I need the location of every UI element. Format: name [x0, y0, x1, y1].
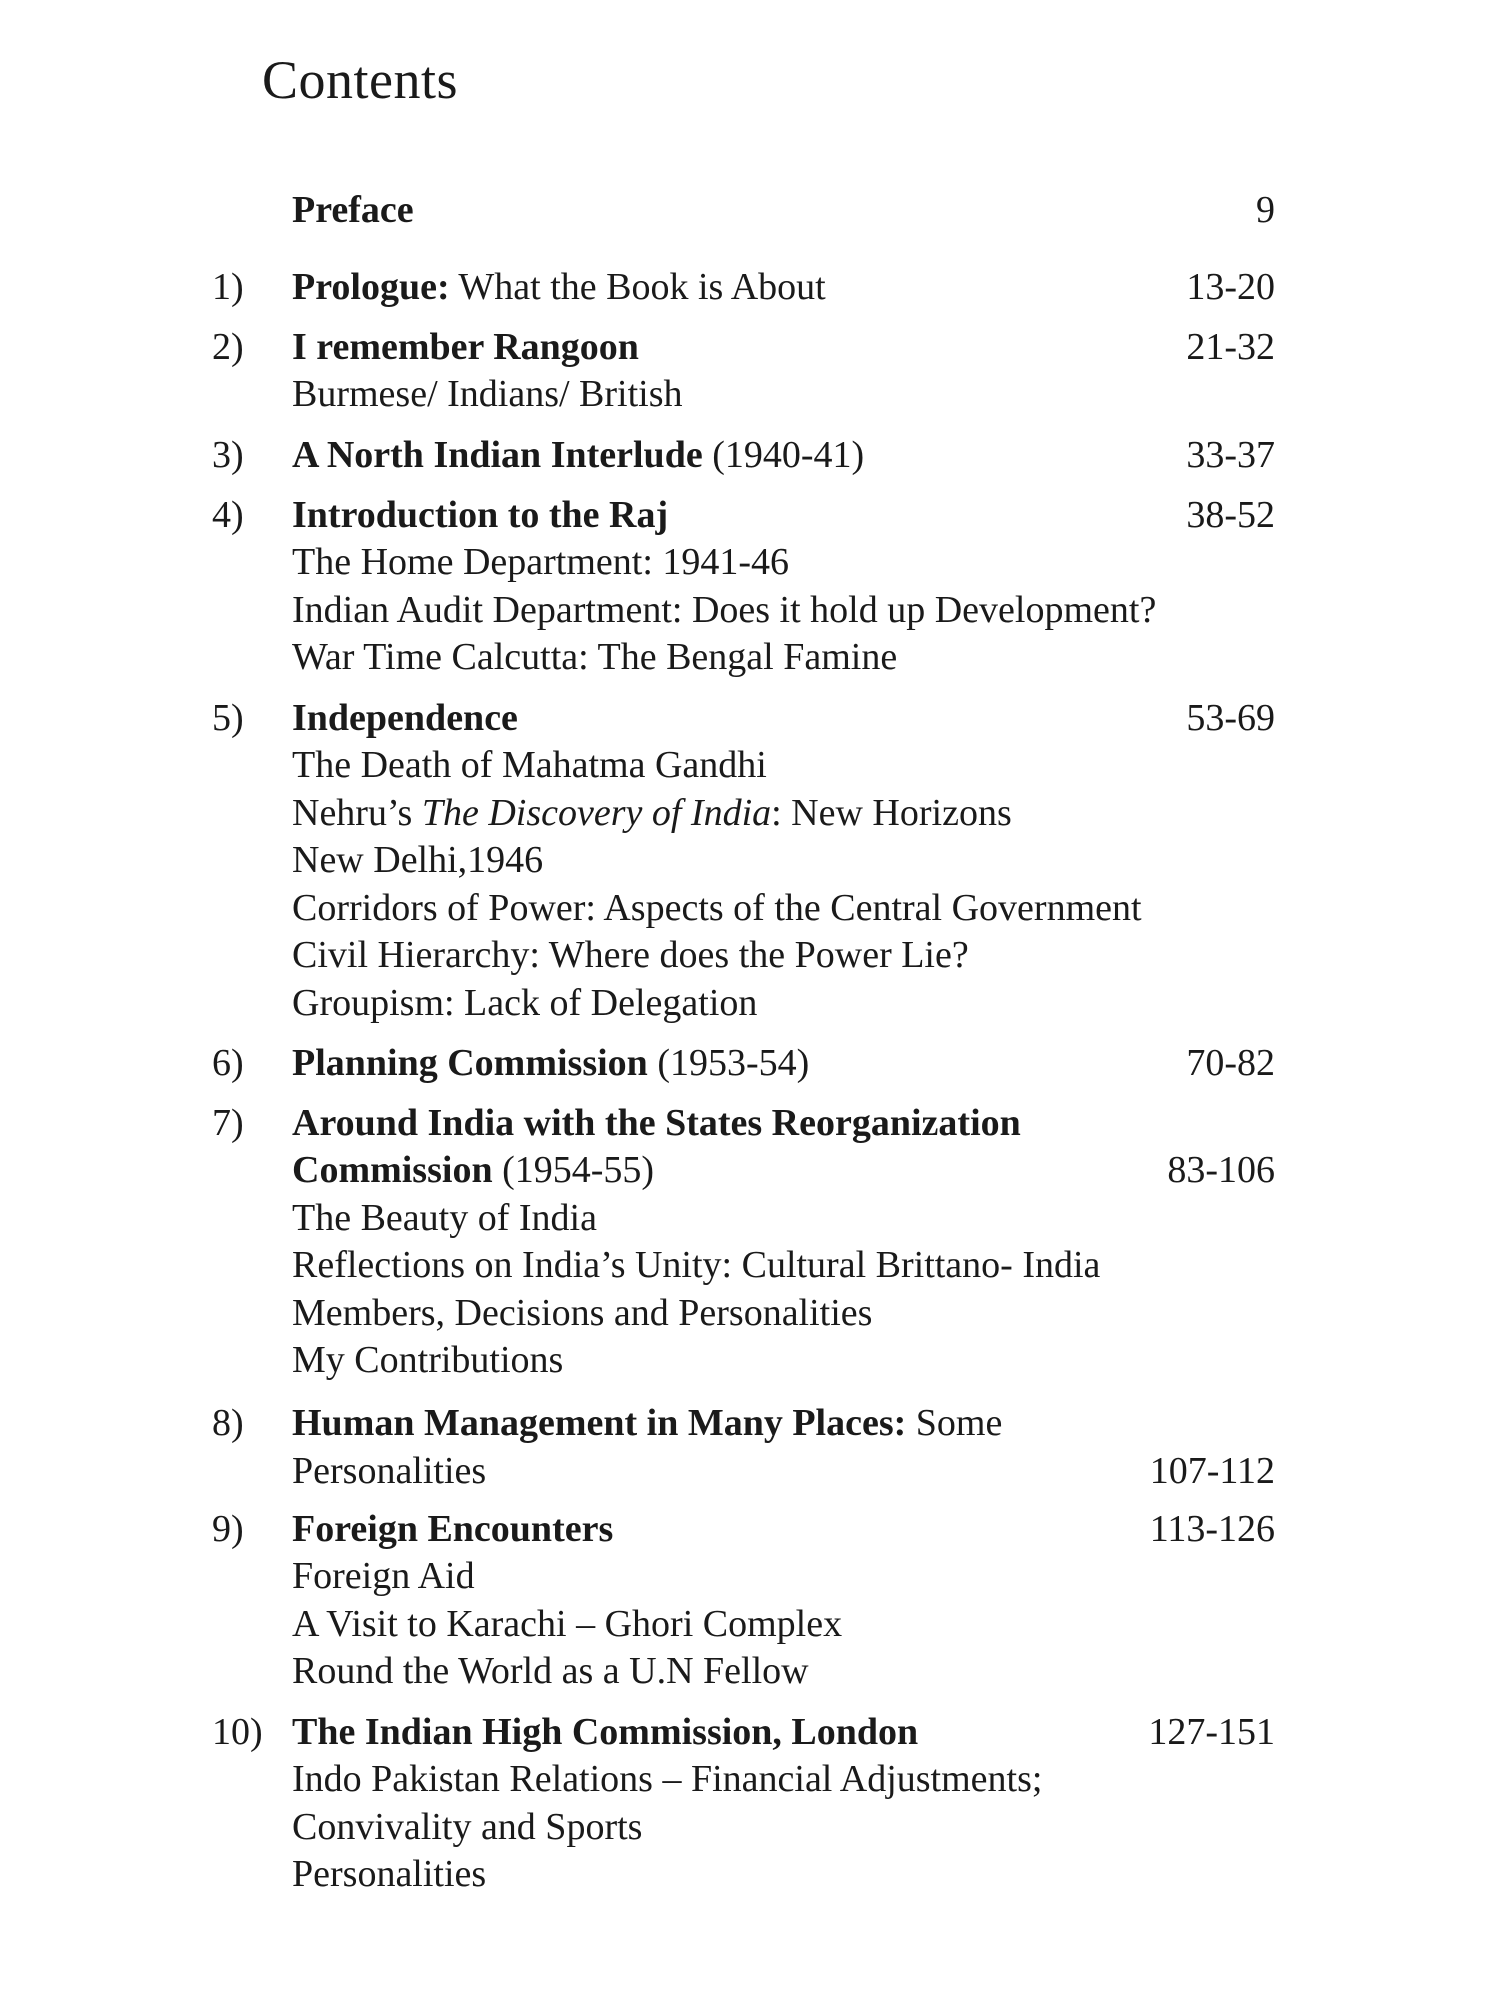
subentry-text: A Visit to Karachi – Ghori Complex	[292, 1603, 843, 1645]
toc-subentry	[0, 1601, 1500, 1647]
toc-entry-7	[0, 1100, 1500, 1146]
toc-subentry	[0, 885, 1500, 931]
toc-subentry	[0, 837, 1500, 883]
toc-entry-1	[0, 264, 1500, 310]
entry-number: 10)	[212, 1711, 263, 1753]
subentry-text: The Beauty of India	[292, 1197, 597, 1239]
toc-subentry	[0, 1804, 1500, 1850]
toc-subentry	[0, 1290, 1500, 1336]
entry-subtitle: (1940-41)	[702, 434, 865, 476]
subentry-text: My Contributions	[292, 1339, 564, 1381]
entry-pages: 107-112	[1149, 1450, 1275, 1492]
subentry-text: Round the World as a U.N Fellow	[292, 1650, 809, 1692]
subentry-text	[292, 790, 1012, 836]
entry-pages: 127-151	[1148, 1711, 1275, 1753]
subentry-text: Convivality and Sports	[292, 1806, 643, 1848]
entry-text	[292, 264, 826, 310]
toc-subentry	[0, 1195, 1500, 1241]
subentry-text: The Death of Mahatma Gandhi	[292, 744, 767, 786]
toc-subentry	[0, 634, 1500, 680]
entry-title: A North Indian Interlude	[292, 434, 703, 476]
toc-entry-8-continued	[0, 1448, 1500, 1494]
entry-number: 8)	[212, 1402, 244, 1444]
entry-text	[292, 432, 864, 478]
entry-pages: 53-69	[1186, 697, 1275, 739]
entry-number: 6)	[212, 1042, 244, 1084]
subentry-text: Foreign Aid	[292, 1555, 475, 1597]
entry-text	[292, 1147, 654, 1193]
toc-subentry	[0, 790, 1500, 836]
subentry-text: Personalities	[292, 1853, 487, 1895]
subentry-text: Corridors of Power: Aspects of the Central Government	[292, 887, 1142, 929]
entry-number: 5)	[212, 697, 244, 739]
subentry-text: Civil Hierarchy: Where does the Power Lie?	[292, 934, 969, 976]
entry-subtitle: What the Book is About	[449, 266, 826, 308]
entry-title: The Indian High Commission, London	[292, 1711, 919, 1753]
entry-text-continued: Personalities	[292, 1450, 487, 1492]
entry-pages: 83-106	[1167, 1149, 1275, 1191]
entry-title: Planning Commission	[292, 1042, 648, 1084]
toc-entry-3	[0, 432, 1500, 478]
subentry-text: Members, Decisions and Personalities	[292, 1292, 873, 1334]
subentry-text: Reflections on India’s Unity: Cultural Brittano- India	[292, 1244, 1101, 1286]
subentry-text: Indian Audit Department: Does it hold up Development?	[292, 589, 1157, 631]
entry-pages: 70-82	[1186, 1042, 1275, 1084]
entry-title: Prologue:	[292, 266, 450, 308]
entry-number: 2)	[212, 326, 244, 368]
entry-number: 9)	[212, 1508, 244, 1550]
entry-title: Introduction to the Raj	[292, 494, 669, 536]
entry-pages: 21-32	[1186, 326, 1275, 368]
toc-entry-8	[0, 1400, 1500, 1446]
entry-subtitle: Some	[906, 1402, 1003, 1444]
entry-title-continued: Commission	[292, 1149, 493, 1191]
toc-entry-9	[0, 1506, 1500, 1552]
toc-entry-6	[0, 1040, 1500, 1086]
entry-title: Foreign Encounters	[292, 1508, 614, 1550]
subentry-prefix: Nehru’s	[292, 792, 422, 834]
entry-number: 1)	[212, 266, 244, 308]
toc-entry-10	[0, 1709, 1500, 1755]
entry-pages: 33-37	[1186, 434, 1275, 476]
toc-subentry	[0, 1851, 1500, 1897]
toc-subentry	[0, 587, 1500, 633]
entry-title: Around India with the States Reorganization	[292, 1102, 1021, 1144]
entry-title: I remember Rangoon	[292, 326, 639, 368]
entry-subtitle: (1953-54)	[647, 1042, 810, 1084]
toc-subentry	[0, 1648, 1500, 1694]
toc-subentry	[0, 742, 1500, 788]
entry-pages: 9	[1256, 189, 1275, 231]
entry-text	[292, 1400, 1002, 1446]
subentry-text: Burmese/ Indians/ British	[292, 373, 683, 415]
entry-pages: 113-126	[1149, 1508, 1275, 1550]
entry-pages: 13-20	[1186, 266, 1275, 308]
toc-subentry	[0, 1553, 1500, 1599]
entry-title: Human Management in Many Places:	[292, 1402, 907, 1444]
book-title: The Discovery of India	[421, 792, 772, 834]
subentry-text: Groupism: Lack of Delegation	[292, 982, 758, 1024]
toc-subentry	[0, 371, 1500, 417]
toc-subentry	[0, 932, 1500, 978]
toc-entry-5	[0, 695, 1500, 741]
toc-subentry	[0, 539, 1500, 585]
entry-number: 4)	[212, 494, 244, 536]
entry-number: 7)	[212, 1102, 244, 1144]
toc-entry-preface	[0, 187, 1500, 233]
subentry-text: New Delhi,1946	[292, 839, 544, 881]
toc-entry-4	[0, 492, 1500, 538]
toc-subentry	[0, 1756, 1500, 1802]
subentry-suffix: : New Horizons	[771, 792, 1012, 834]
entry-title: Independence	[292, 697, 518, 739]
subentry-text: Indo Pakistan Relations – Financial Adjustments;	[292, 1758, 1043, 1800]
entry-number: 3)	[212, 434, 244, 476]
entry-pages: 38-52	[1186, 494, 1275, 536]
page-title: Contents	[262, 50, 459, 110]
toc-entry-2	[0, 324, 1500, 370]
entry-subtitle: (1954-55)	[492, 1149, 655, 1191]
toc-subentry	[0, 1242, 1500, 1288]
toc-subentry	[0, 980, 1500, 1026]
toc-subentry	[0, 1337, 1500, 1383]
subentry-text: War Time Calcutta: The Bengal Famine	[292, 636, 898, 678]
entry-title: Preface	[292, 189, 414, 231]
toc-entry-7-continued	[0, 1147, 1500, 1193]
entry-text	[292, 1040, 809, 1086]
subentry-text: The Home Department: 1941-46	[292, 541, 790, 583]
